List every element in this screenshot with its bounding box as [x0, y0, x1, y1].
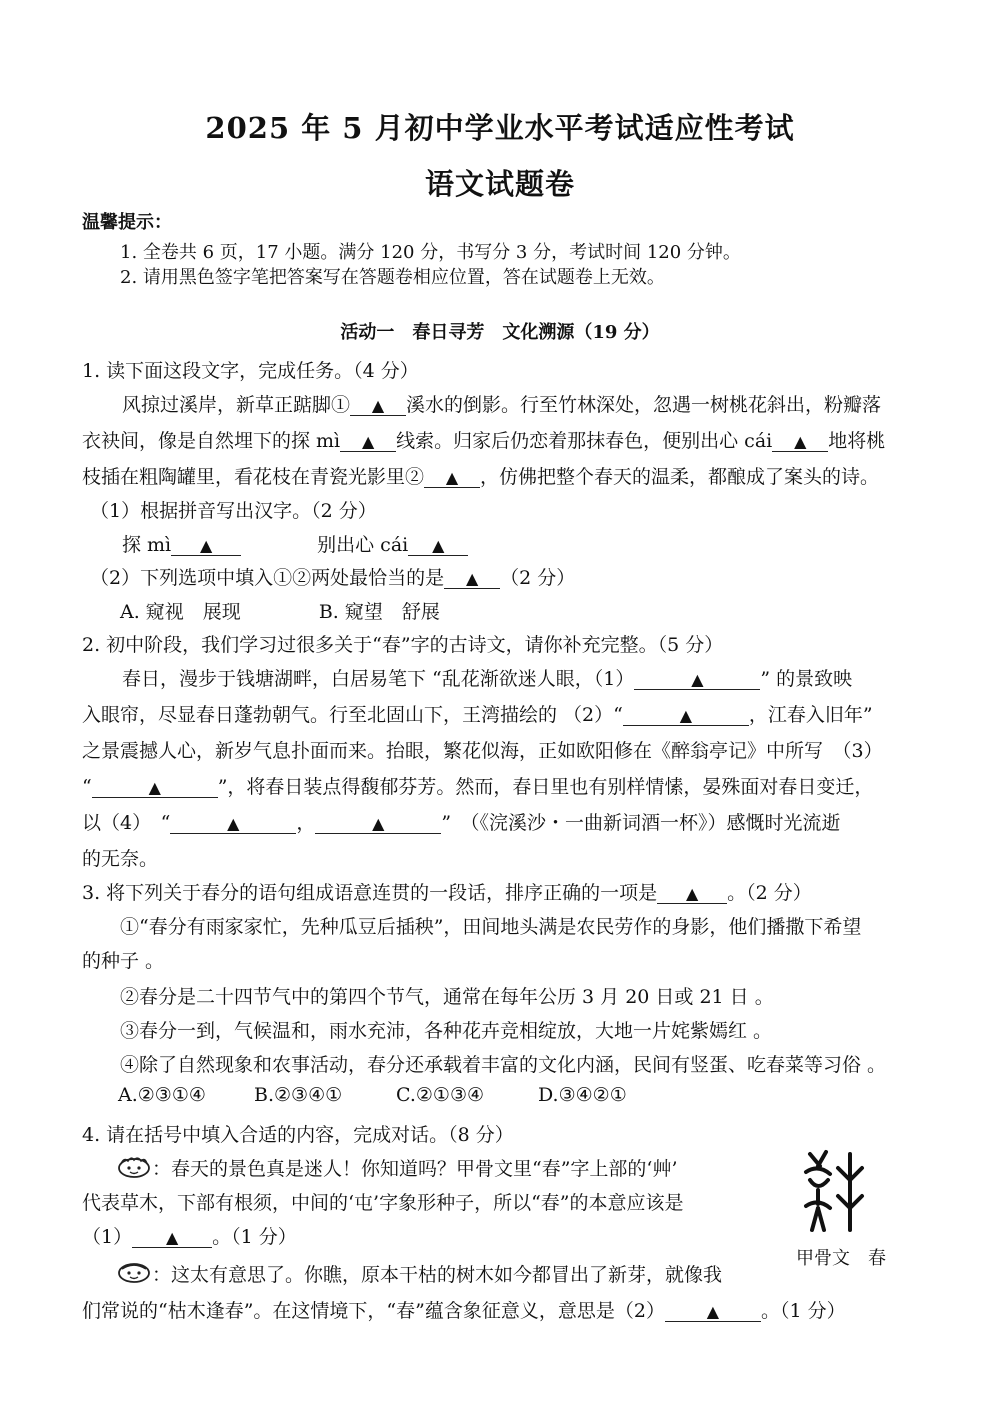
q2-l4b: ”，将春日装点得馥郁芬芳。然而，春日里也有别样情愫，晏殊面对春日变迁，: [217, 776, 874, 798]
q2-l1b: ” 的景致映: [760, 668, 853, 690]
triangle-icon: ▲: [432, 536, 445, 555]
triangle-icon: ▲: [199, 536, 213, 555]
blank[interactable]: [170, 814, 296, 834]
q4-d2a: ：这太有意思了。你瞧，原本干枯的树木如今都冒出了新芽，就像我: [152, 1264, 723, 1286]
blank[interactable]: [408, 536, 468, 556]
blank[interactable]: [132, 1228, 212, 1248]
triangle-icon: ▲: [165, 1228, 179, 1247]
triangle-icon: ▲: [445, 468, 459, 487]
oracle-bone-chun-icon: [792, 1146, 872, 1236]
q1-sub2-score: （2 分）: [500, 567, 576, 589]
q2-line-1: [122, 664, 852, 691]
q1-sub2: [90, 563, 575, 590]
q4-dialog-2-cont: [82, 1296, 846, 1323]
triangle-icon: ▲: [706, 1302, 720, 1321]
triangle-icon: ▲: [372, 814, 385, 833]
triangle-icon: ▲: [679, 706, 692, 725]
q4-d2b-a: 们常说的“枯木逢春”。在这情境下，“春”蕴含象征意义，意思是（2）: [82, 1300, 665, 1322]
q1-sub1-a: 探 mì: [122, 534, 172, 556]
triangle-icon: ▲: [691, 670, 704, 689]
q3-options: [118, 1084, 627, 1106]
q4-d1c-a: （1）: [82, 1226, 133, 1248]
q4-stem: 4. 请在括号中填入合适的内容，完成对话。（8 分）: [82, 1124, 514, 1146]
q4-d1a: ：春天的景色真是迷人！你知道吗？甲骨文里“春”字上部的‘艸’: [152, 1158, 678, 1180]
q2-l5b: ，: [296, 812, 316, 834]
q1-passage-line-2: [82, 426, 885, 453]
triangle-icon: ▲: [371, 396, 385, 415]
section-title: 活动一 春日寻芳 文化溯源（19 分）: [340, 322, 660, 343]
option-d: D.③④②①: [538, 1084, 627, 1106]
q1-p1a: 风掠过溪岸，新草正踮脚①: [122, 394, 351, 416]
q3-sentence-1-cont: 的种子 。: [82, 950, 165, 972]
blank[interactable]: [657, 884, 727, 904]
blank[interactable]: [772, 432, 828, 452]
q1-p3b: ，仿佛把整个春天的温柔，都酿成了案头的诗。: [480, 466, 880, 488]
q1-sub1-b: 别出心 cái: [317, 534, 409, 556]
option-a: A. 窥视 展现: [120, 601, 241, 623]
q2-line-3: 之景震撼人心，新岁气息扑面而来。抬眼，繁花似海，正如欧阳修在《醉翁亭记》中所写 （3）: [82, 740, 883, 762]
q2-line-4: [82, 772, 873, 799]
speaker-b-icon: [116, 1261, 152, 1285]
q1-sub1-answers: [122, 530, 468, 557]
q1-p1b: 溪水的倒影。行至竹林深处，忽遇一树桃花斜出，粉瓣落: [406, 394, 882, 416]
q1-options: [120, 597, 440, 624]
blank[interactable]: [350, 396, 406, 416]
q2-l5a: 以（4） “: [82, 812, 171, 834]
q3-sentence-4: ④除了自然现象和农事活动，春分还承载着丰富的文化内涵，民间有竖蛋、吃春菜等习俗 。: [120, 1054, 887, 1076]
q3-stem-a: 3. 将下列关于春分的语句组成语意连贯的一段话，排序正确的一项是: [82, 882, 658, 904]
tip-item-1: 1. 全卷共 6 页，17 小题。满分 120 分，书写分 3 分，考试时间 120 分钟。: [120, 242, 741, 263]
q1-sub2-text: （2）下列选项中填入①②两处最恰当的是: [90, 567, 445, 589]
q1-sub1: （1）根据拼音写出汉字。（2 分）: [90, 500, 377, 522]
blank[interactable]: [623, 706, 749, 726]
q1-p2a: 衣袂间，像是自然埋下的探 mì: [82, 430, 341, 452]
blank[interactable]: [340, 432, 396, 452]
q1-passage-line-1: [122, 390, 881, 417]
triangle-icon: ▲: [148, 778, 161, 797]
triangle-icon: ▲: [227, 814, 240, 833]
blank[interactable]: [92, 778, 218, 798]
q4-dialog-1: [116, 1154, 678, 1181]
triangle-icon: ▲: [686, 884, 699, 903]
q3-stem: [82, 878, 812, 905]
option-a: A.②③①④: [118, 1084, 206, 1106]
q2-line-2: [82, 700, 873, 727]
tip-item-2: 2. 请用黑色签字笔把答案写在答题卷相应位置，答在试题卷上无效。: [120, 267, 665, 288]
q3-stem-b: 。（2 分）: [727, 882, 812, 904]
option-c: C.②①③④: [396, 1084, 485, 1106]
q3-sentence-3: ③春分一到，气候温和，雨水充沛，各种花卉竞相绽放，大地一片姹紫嫣红 。: [120, 1020, 773, 1042]
exam-subtitle: 语文试题卷: [424, 167, 575, 201]
blank[interactable]: [171, 536, 241, 556]
blank[interactable]: [424, 468, 480, 488]
q4-d2b-b: 。（1 分）: [760, 1300, 846, 1322]
q1-p2b: 线索。归家后仍恋着那抹春色，便别出心 cái: [396, 430, 773, 452]
q1-passage-line-3: [82, 462, 879, 489]
tips-heading: 温馨提示：: [82, 212, 172, 233]
triangle-icon: ▲: [361, 432, 375, 451]
q3-sentence-2: ②春分是二十四节气中的第四个节气，通常在每年公历 3 月 20 日或 21 日 。: [120, 986, 774, 1008]
q4-d1c-b: 。（1 分）: [212, 1226, 297, 1248]
q4-answer-1: [82, 1222, 297, 1249]
triangle-icon: ▲: [465, 569, 479, 588]
blank[interactable]: [665, 1302, 761, 1322]
q2-line-5: [82, 808, 841, 835]
blank[interactable]: [444, 569, 500, 589]
q3-sentence-1: ①“春分有雨家家忙，先种瓜豆后插秧”，田间地头满是农民劳作的身影，他们播撒下希望: [120, 916, 862, 938]
q2-l4a: “: [82, 776, 92, 798]
q2-line-6: 的无奈。: [82, 848, 159, 870]
q4-dialog-1-cont: 代表草木，下部有根须，中间的‘屯’字象形种子，所以“春”的本意应该是: [82, 1192, 684, 1214]
q1-p3a: 枝插在粗陶罐里，看花枝在青瓷光影里②: [82, 466, 425, 488]
oracle-caption: 甲骨文 春: [796, 1248, 886, 1269]
q2-l2a: 入眼帘，尽显春日蓬勃朝气。行至北固山下，王湾描绘的 （2）“: [82, 704, 623, 726]
q1-p2c: 地将桃: [828, 430, 886, 452]
q2-stem: 2. 初中阶段，我们学习过很多关于“春”字的古诗文，请你补充完整。（5 分）: [82, 634, 724, 656]
triangle-icon: ▲: [794, 432, 807, 451]
exam-title: 2025 年 5 月初中学业水平考试适应性考试: [205, 111, 795, 145]
blank[interactable]: [315, 814, 441, 834]
q1-stem: 1. 读下面这段文字，完成任务。（4 分）: [82, 360, 419, 382]
blank[interactable]: [634, 670, 760, 690]
option-b: B. 窥望 舒展: [318, 601, 440, 623]
option-b: B.②③④①: [254, 1084, 343, 1106]
q2-l5c: ” （《浣溪沙・一曲新词酒一杯》）感慨时光流逝: [441, 812, 841, 834]
speaker-a-icon: [116, 1155, 152, 1179]
q2-l1a: 春日，漫步于钱塘湖畔，白居易笔下 “乱花渐欲迷人眼，（1）: [122, 668, 635, 690]
q4-dialog-2: [116, 1260, 722, 1287]
q2-l2b: ，江春入旧年”: [748, 704, 873, 726]
